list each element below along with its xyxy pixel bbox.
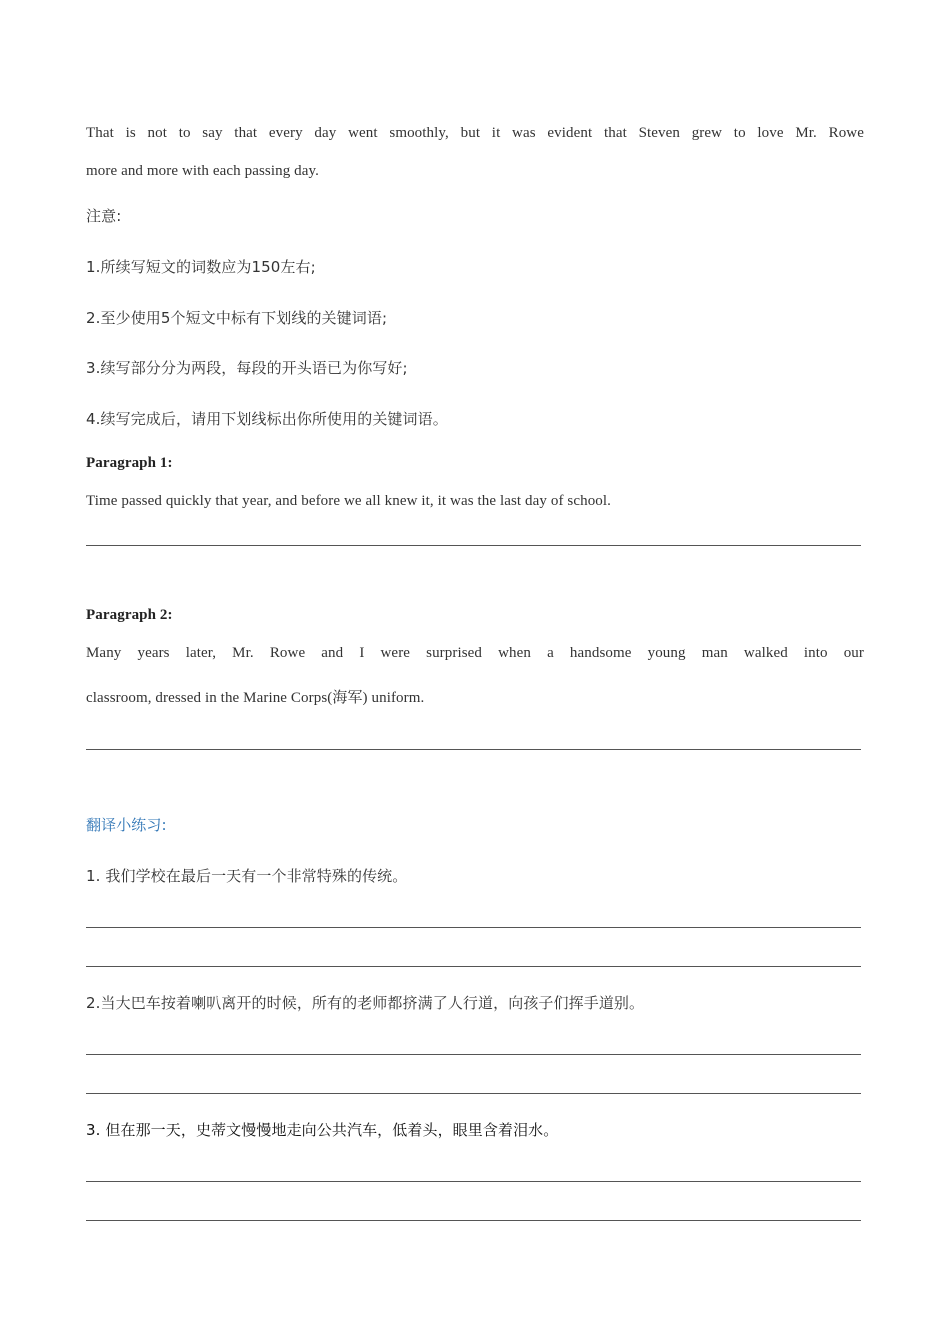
translation-title: 翻译小练习: xyxy=(86,816,167,834)
translation-3-answer-line-1[interactable] xyxy=(86,1181,861,1182)
passage-line-1: That is not to say that every day went smoothly, but it was evident that Steven grew to love Mr. Rowe xyxy=(86,125,864,141)
paragraph-1-opening: Time passed quickly that year, and before we all knew it, it was the last day of school. xyxy=(86,493,612,509)
translation-2-answer-line-1[interactable] xyxy=(86,1054,861,1055)
passage-line-2: more and more with each passing day. xyxy=(86,163,319,179)
paragraph-1-heading: Paragraph 1: xyxy=(86,455,173,471)
note-item-4: 4.续写完成后，请用下划线标出你所使用的关键词语。 xyxy=(86,410,448,428)
translation-item-2: 2.当大巴车按着喇叭离开的时候，所有的老师都挤满了人行道，向孩子们挥手道别。 xyxy=(86,994,645,1012)
translation-1-answer-line-2[interactable] xyxy=(86,966,861,967)
note-item-1: 1.所续写短文的词数应为150左右; xyxy=(86,258,316,276)
paragraph-2-heading: Paragraph 2: xyxy=(86,607,173,623)
translation-item-3: 3. 但在那一天，史蒂文慢慢地走向公共汽车，低着头，眼里含着泪水。 xyxy=(86,1121,559,1139)
paragraph-1-answer-line[interactable] xyxy=(86,545,861,546)
paragraph-2-opening-line-2: classroom, dressed in the Marine Corps(海军) uniform. xyxy=(86,690,425,706)
notes-title: 注意: xyxy=(86,207,122,225)
translation-2-answer-line-2[interactable] xyxy=(86,1093,861,1094)
paragraph-2-answer-line[interactable] xyxy=(86,749,861,750)
translation-1-answer-line-1[interactable] xyxy=(86,927,861,928)
note-item-2: 2.至少使用5个短文中标有下划线的关键词语; xyxy=(86,309,388,327)
paragraph-2-opening-line-1: Many years later, Mr. Rowe and I were surprised when a handsome young man walked into our xyxy=(86,645,864,661)
translation-3-answer-line-2[interactable] xyxy=(86,1220,861,1221)
translation-item-1: 1. 我们学校在最后一天有一个非常特殊的传统。 xyxy=(86,867,408,885)
note-item-3: 3.续写部分分为两段，每段的开头语已为你写好; xyxy=(86,359,408,377)
